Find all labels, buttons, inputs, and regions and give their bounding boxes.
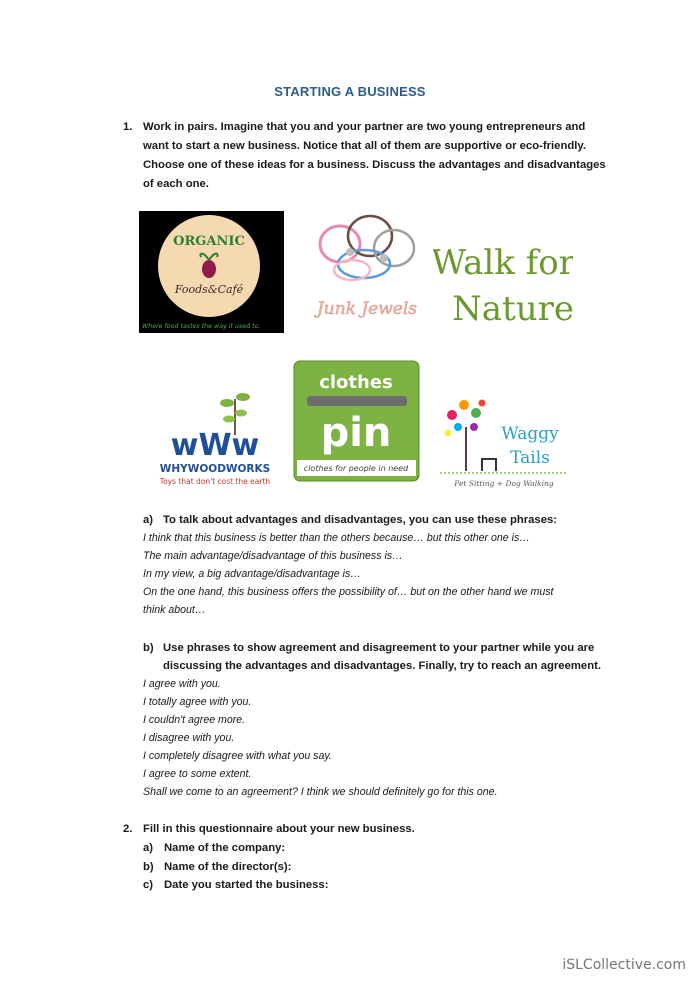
questionnaire-list — [143, 839, 328, 895]
clothes-pin-logo — [293, 360, 420, 482]
bracelets-graphic — [312, 208, 422, 334]
questionnaire-item — [143, 876, 328, 895]
phrase-line: I agree with you. — [143, 678, 221, 690]
section-b-heading-line: discussing the advantages and disadvantages. Finally, try to reach an agreement. — [163, 660, 601, 672]
question-number: 1. — [123, 121, 133, 133]
section-a-heading — [143, 511, 613, 529]
phrase-line: In my view, a big advantage/disadvantage is… — [143, 568, 361, 580]
junk-jewels-logo — [312, 208, 422, 334]
walk-for-nature-logo — [433, 232, 573, 330]
item-text: Date you started the business: — [164, 879, 329, 891]
clothes-line2: pin — [320, 410, 392, 456]
section-b-heading — [143, 639, 613, 675]
organic-foods-graphic — [139, 211, 284, 333]
www-name: WHYWOODWORKS — [159, 463, 271, 475]
junk-jewels-text: Junk Jewels — [316, 299, 418, 319]
phrase-line: I think that this business is better than the others because… but this other one is… — [143, 532, 530, 544]
phrase-line: think about… — [143, 604, 206, 616]
section-b-label: b) — [143, 642, 154, 654]
waggy-line1: Waggy — [501, 424, 559, 444]
phrase-line: I couldn't agree more. — [143, 714, 246, 726]
questionnaire-item — [143, 858, 328, 877]
question-line: want to start a new business. Notice that all of them are supportive or eco-friendly. — [143, 140, 586, 152]
section-a-heading-text: To talk about advantages and disadvantages, you can use these phrases: — [163, 514, 558, 526]
waggy-tagline: Pet Sitting + Dog Walking — [454, 479, 554, 488]
item-label: a) — [143, 842, 154, 854]
section-a — [143, 511, 613, 619]
questionnaire-item — [143, 839, 328, 858]
whywoodworks-logo — [143, 385, 287, 490]
section-a-label: a) — [143, 514, 154, 526]
walk-for-nature-graphic — [433, 232, 573, 330]
phrase-line: I disagree with you. — [143, 732, 235, 744]
phrase-line: Shall we come to an agreement? I think we should definitely go for this one. — [143, 786, 498, 798]
question-line: Work in pairs. Imagine that you and your partner are two young entrepreneurs and — [143, 121, 586, 133]
question-line: Choose one of these ideas for a business. Discuss the advantages and disadvantages — [143, 159, 606, 171]
walk-line2: Nature — [452, 289, 573, 329]
waggy-line2: Tails — [510, 448, 550, 468]
phrase-line: I completely disagree with what you say. — [143, 750, 332, 762]
organic-tagline: Where food tastes the way it used to. — [142, 323, 261, 330]
phrase-line: I agree to some extent. — [143, 768, 252, 780]
question-1 — [123, 118, 613, 198]
whywoodworks-graphic — [143, 385, 287, 490]
organic-subtitle: Foods&Café — [174, 283, 244, 296]
item-label: c) — [143, 879, 154, 891]
waggy-tails-logo — [438, 393, 568, 491]
item-text: Name of the director(s): — [164, 860, 292, 873]
organic-title: ORGANIC — [173, 234, 245, 249]
page-title: STARTING A BUSINESS — [274, 84, 426, 99]
clothes-pin-graphic — [293, 360, 420, 482]
item-label: b) — [143, 860, 154, 873]
item-text: Name of the company: — [164, 842, 286, 854]
organic-foods-logo — [139, 211, 284, 333]
clothes-tagline: clothes for people in need — [303, 464, 409, 473]
phrase-line: The main advantage/disadvantage of this business is… — [143, 550, 403, 562]
phrase-line: I totally agree with you. — [143, 696, 252, 708]
section-b-heading-line: Use phrases to show agreement and disagreement to your partner while you are — [163, 642, 595, 654]
question-number: 2. — [123, 823, 133, 835]
phrase-line: On the one hand, this business offers the possibility of… but on the other hand we must — [143, 586, 554, 598]
clothes-line1: clothes — [319, 372, 393, 393]
waggy-tails-graphic — [438, 393, 568, 491]
www-tagline: Toys that don't cost the earth — [159, 477, 271, 486]
watermark: iSLCollective.com — [562, 957, 686, 973]
question-text: Fill in this questionnaire about your new business. — [143, 823, 415, 835]
section-b — [143, 639, 613, 801]
question-text — [143, 118, 606, 194]
walk-line1: Walk for — [433, 243, 573, 283]
question-line: of each one. — [143, 178, 209, 190]
www-letters: wWw — [170, 428, 260, 463]
question-2 — [123, 820, 593, 840]
